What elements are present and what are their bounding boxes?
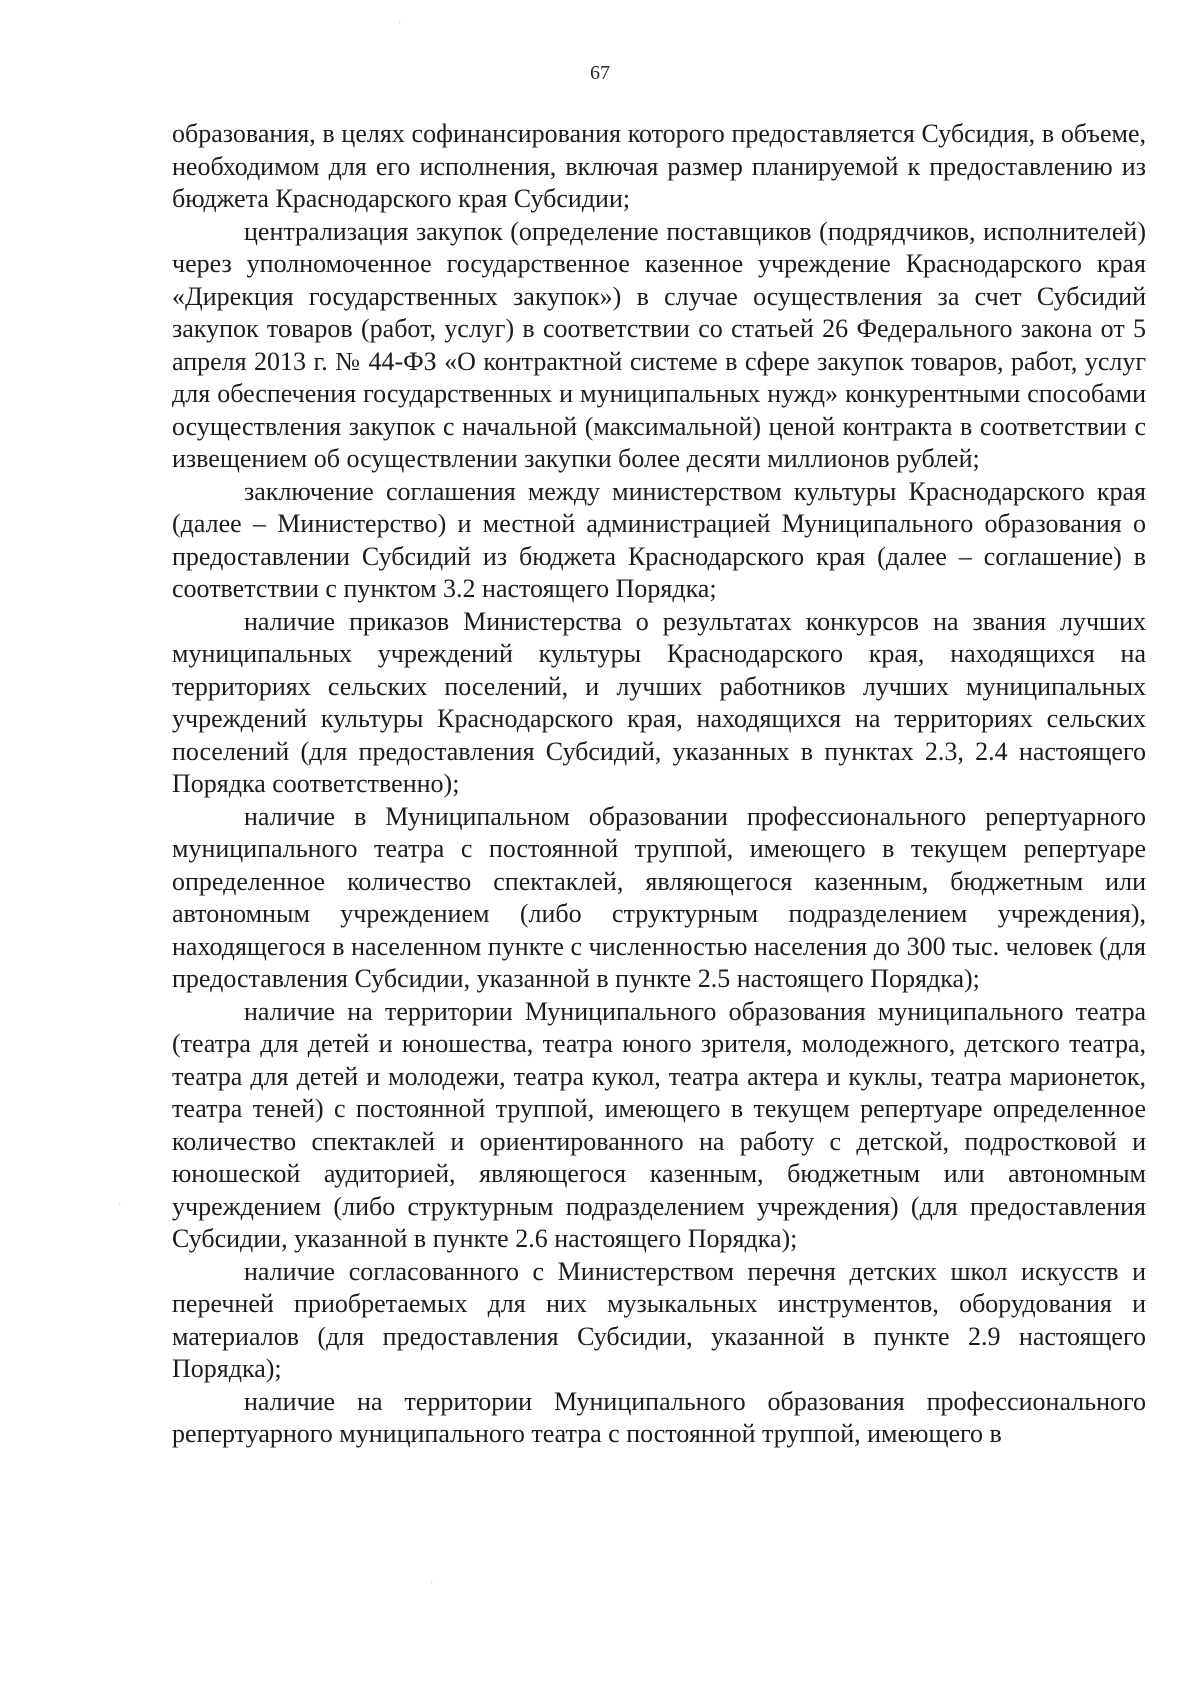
paragraph-2: централизация закупок (определение поставщиков (подрядчиков, исполнителей) через уполномоченное государственное казенное учреждение Краснодарского края «Дирекция государственных закупок») в случае осуществления за счет Субсидий закупок товаров (работ, услуг) в соответствии со статьей 26 Федерального закона от 5 апреля 2013 г. № 44-ФЗ «О контрактной системе в сфере закупок товаров, работ, услуг для обеспечения государственных и муниципальных нужд» конкурентными способами осуществления закупок с начальной (максимальной) ценой контракта в соответствии с извещением об осуществлении закупки более десяти миллионов рублей; bbox=[172, 216, 1146, 473]
paragraph-1: образования, в целях софинансирования которого предоставляется Субсидия, в объеме, необходимом для его исполнения, включая размер планируемой к предоставлению из бюджета Краснодарского края Субсидии; bbox=[172, 119, 1146, 213]
scan-speck: · bbox=[118, 1200, 122, 1211]
paragraph-6: наличие на территории Муниципального образования муниципального театра (театра для детей и юношества, театра юного зрителя, молодежного, детского театра, театра для детей и молодежи, театра кукол, театра актера и куклы, театра марионеток, театра теней) с постоянной труппой, имеющего в текущем репертуаре определенное количество спектаклей и ориентированного на работу с детской, подростковой и юношеской аудиторией, являющегося казенным, бюджетным или автономным учреждением (либо структурным подразделением учреждения) (для предоставления Субсидии, указанной в пункте 2.6 настоящего Порядка); bbox=[172, 996, 1146, 1253]
paragraph-3: заключение соглашения между министерством культуры Краснодарского края (далее – Министерство) и местной администрацией Муниципального образования о предоставлении Субсидий из бюджета Краснодарского края (далее – соглашение) в соответствии с пунктом 3.2 настоящего Порядка; bbox=[172, 476, 1146, 603]
scan-speck: · bbox=[398, 18, 402, 29]
paragraph-5: наличие в Муниципальном образовании профессионального репертуарного муниципального театра с постоянной труппой, имеющего в текущем репертуаре определенное количество спектаклей, являющегося казенным, бюджетным или автономным учреждением (либо структурным подразделением учреждения), находящегося в населенном пункте с численностью населения до 300 тыс. человек (для предоставления Субсидии, указанной в пункте 2.5 настоящего Порядка); bbox=[172, 801, 1146, 993]
document-body bbox=[172, 118, 1146, 1451]
page-number: 67 bbox=[590, 62, 610, 84]
paragraph-4: наличие приказов Министерства о результатах конкурсов на звания лучших муниципальных учреждений культуры Краснодарского края, находящихся на территориях сельских поселений, и лучших работников лучших муниципальных учреждений культуры Краснодарского края, находящихся на территориях сельских поселений (для предоставления Субсидий, указанных в пунктах 2.3, 2.4 настоящего Порядка соответственно); bbox=[172, 606, 1146, 798]
paragraph-7: наличие согласованного с Министерством перечня детских школ искусств и перечней приобретаемых для них музыкальных инструментов, оборудования и материалов (для предоставления Субсидии, указанной в пункте 2.9 настоящего Порядка); bbox=[172, 1256, 1146, 1383]
scan-speck: · bbox=[430, 1578, 434, 1589]
paragraph-8: наличие на территории Муниципального образования профессионального репертуарного муниципального театра с постоянной труппой, имеющего в bbox=[172, 1386, 1146, 1448]
